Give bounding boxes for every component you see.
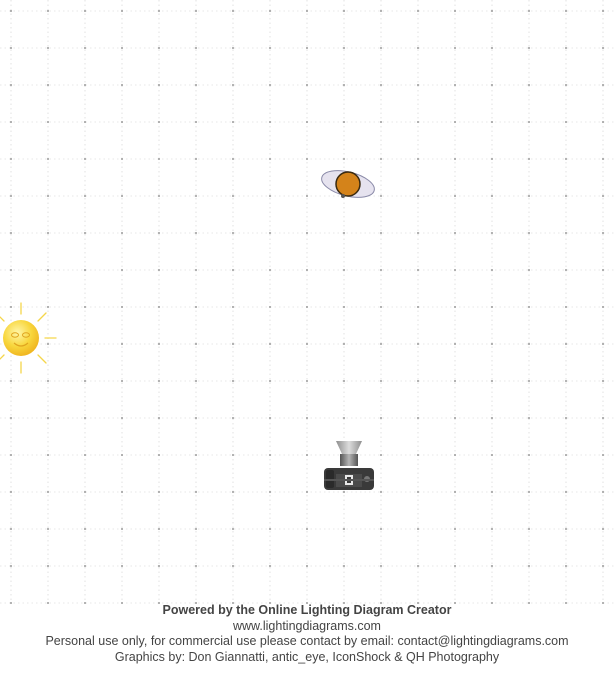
grid-dot — [454, 47, 456, 49]
grid-dot — [528, 565, 530, 567]
grid-dot — [528, 269, 530, 271]
grid-dot — [195, 232, 197, 234]
grid-dot — [232, 306, 234, 308]
grid-dot — [158, 417, 160, 419]
grid-dot — [454, 417, 456, 419]
grid-dot — [380, 306, 382, 308]
grid-dot — [158, 380, 160, 382]
grid-dot — [528, 121, 530, 123]
license-text: Personal use only, for commercial use please contact by email: contact@lightingdiagrams.com — [45, 634, 569, 648]
grid-dot — [158, 306, 160, 308]
grid-dot — [380, 195, 382, 197]
grid-dot — [417, 528, 419, 530]
grid-dot — [380, 565, 382, 567]
grid-dot — [10, 565, 12, 567]
grid-dot — [491, 306, 493, 308]
grid-dot — [565, 121, 567, 123]
grid-dot — [417, 232, 419, 234]
grid-dot — [491, 491, 493, 493]
grid-dot — [121, 158, 123, 160]
grid-dot — [195, 269, 197, 271]
grid-dot — [491, 565, 493, 567]
grid-dot — [380, 84, 382, 86]
grid-dot — [565, 528, 567, 530]
grid-dot — [269, 121, 271, 123]
grid-dot — [47, 454, 49, 456]
grid-dot — [528, 380, 530, 382]
grid-dot — [269, 84, 271, 86]
grid-dot — [565, 417, 567, 419]
grid-dot — [10, 306, 12, 308]
grid-dot — [343, 47, 345, 49]
powered-by-text: Powered by the Online Lighting Diagram Creator — [162, 603, 452, 617]
grid-dot — [343, 84, 345, 86]
grid-dot — [84, 306, 86, 308]
grid-dot — [84, 491, 86, 493]
grid-dot — [565, 10, 567, 12]
grid-dot — [84, 417, 86, 419]
grid-dot — [10, 528, 12, 530]
grid-dot — [454, 380, 456, 382]
grid-dot — [10, 158, 12, 160]
grid-dot — [269, 158, 271, 160]
grid-dot — [343, 417, 345, 419]
website-link[interactable]: www.lightingdiagrams.com — [233, 618, 381, 633]
grid-dot — [47, 306, 49, 308]
grid-dot — [158, 565, 160, 567]
grid-dot — [232, 269, 234, 271]
grid-dot — [565, 84, 567, 86]
grid-dot — [491, 528, 493, 530]
grid-dot — [602, 306, 604, 308]
grid-dot — [84, 158, 86, 160]
sun-icon[interactable] — [0, 303, 56, 373]
grid-dot — [528, 84, 530, 86]
grid-dot — [232, 47, 234, 49]
grid-dot — [10, 417, 12, 419]
grid-dot — [306, 343, 308, 345]
footer — [0, 603, 614, 665]
grid-dot — [491, 158, 493, 160]
grid-dot — [343, 565, 345, 567]
grid-dot — [565, 565, 567, 567]
grid-dot — [528, 232, 530, 234]
grid-dot — [269, 528, 271, 530]
grid-dot — [195, 10, 197, 12]
grid-dot — [343, 121, 345, 123]
grid-dot — [380, 491, 382, 493]
grid-dot — [158, 10, 160, 12]
grid-dot — [528, 306, 530, 308]
grid-dot — [232, 232, 234, 234]
grid-dot — [195, 380, 197, 382]
grid-dot — [47, 343, 49, 345]
grid-dot — [232, 121, 234, 123]
grid-dot — [417, 269, 419, 271]
grid-dot — [454, 158, 456, 160]
grid-dot — [343, 158, 345, 160]
grid-dot — [565, 343, 567, 345]
grid-dot — [47, 10, 49, 12]
grid-dot — [565, 454, 567, 456]
grid-dot — [158, 454, 160, 456]
grid-dot — [380, 528, 382, 530]
grid-dot — [232, 343, 234, 345]
grid-dot — [84, 380, 86, 382]
grid-dot — [343, 528, 345, 530]
grid-dot — [306, 10, 308, 12]
grid-dot — [602, 121, 604, 123]
grid-dot — [454, 491, 456, 493]
grid-dot — [121, 195, 123, 197]
grid-dot — [195, 47, 197, 49]
grid-dot — [417, 84, 419, 86]
grid-dot — [84, 10, 86, 12]
grid-dot — [454, 84, 456, 86]
grid-dot — [491, 232, 493, 234]
grid-dot — [84, 232, 86, 234]
grid-dot — [158, 195, 160, 197]
grid-dot — [195, 158, 197, 160]
grid-dot — [10, 195, 12, 197]
grid-dot — [195, 528, 197, 530]
grid-dot — [47, 565, 49, 567]
grid-dot — [269, 454, 271, 456]
grid-dot — [380, 232, 382, 234]
grid-dot — [565, 47, 567, 49]
grid-dot — [491, 121, 493, 123]
grid-dot — [121, 47, 123, 49]
grid-dot — [195, 454, 197, 456]
grid-dot — [602, 47, 604, 49]
grid-dot — [380, 343, 382, 345]
grid-dot — [232, 10, 234, 12]
grid-dot — [232, 491, 234, 493]
grid-dot — [602, 380, 604, 382]
grid-dot — [121, 10, 123, 12]
grid-dot — [306, 565, 308, 567]
grid-dot — [528, 454, 530, 456]
grid-dot — [47, 84, 49, 86]
grid-dot — [121, 454, 123, 456]
credits-text: Graphics by: Don Giannatti, antic_eye, IconShock & QH Photography — [114, 649, 500, 664]
grid-dot — [10, 10, 12, 12]
grid-dot — [47, 195, 49, 197]
grid-dot — [491, 84, 493, 86]
grid-dot — [306, 306, 308, 308]
grid-dot — [10, 232, 12, 234]
model-icon[interactable] — [319, 166, 377, 202]
grid-dot — [269, 343, 271, 345]
grid-dot — [306, 47, 308, 49]
grid-dot — [10, 491, 12, 493]
grid-dot — [602, 84, 604, 86]
grid-dot — [380, 269, 382, 271]
grid-dot — [380, 121, 382, 123]
grid-dot — [195, 84, 197, 86]
grid-dot — [380, 158, 382, 160]
grid-dot — [565, 269, 567, 271]
grid-dot — [602, 269, 604, 271]
grid-dot — [10, 454, 12, 456]
grid-dot — [306, 232, 308, 234]
grid-dot — [380, 47, 382, 49]
grid-dot — [195, 565, 197, 567]
grid-dot — [491, 269, 493, 271]
grid-dot — [565, 158, 567, 160]
grid-dot — [343, 10, 345, 12]
grid-dot — [121, 491, 123, 493]
grid-dot — [528, 491, 530, 493]
grid-dot — [491, 47, 493, 49]
grid-dot — [121, 380, 123, 382]
grid-dot — [454, 565, 456, 567]
grid-dot — [232, 380, 234, 382]
grid-dot — [454, 528, 456, 530]
grid-dot — [565, 195, 567, 197]
grid-dot — [602, 528, 604, 530]
camera-icon[interactable] — [324, 441, 374, 490]
grid-dot — [380, 10, 382, 12]
grid-dot — [269, 269, 271, 271]
grid-dot — [343, 343, 345, 345]
grid-dot — [417, 454, 419, 456]
grid-dot — [602, 158, 604, 160]
grid-dot — [602, 417, 604, 419]
grid-dot — [454, 454, 456, 456]
grid-dot — [232, 158, 234, 160]
grid-dot — [491, 454, 493, 456]
grid-dot — [158, 232, 160, 234]
grid-dot — [232, 195, 234, 197]
grid-dot — [269, 306, 271, 308]
grid-dot — [306, 158, 308, 160]
grid-dot — [269, 195, 271, 197]
grid-dot — [417, 306, 419, 308]
grid-dot — [158, 47, 160, 49]
grid-dot — [528, 417, 530, 419]
grid-dot — [602, 10, 604, 12]
grid-dot — [528, 158, 530, 160]
grid-dot — [602, 195, 604, 197]
grid-dot — [47, 47, 49, 49]
grid-dot — [528, 47, 530, 49]
grid-dot — [528, 528, 530, 530]
grid-dot — [84, 269, 86, 271]
grid-dot — [528, 343, 530, 345]
grid-dot — [121, 232, 123, 234]
grid-dot — [195, 121, 197, 123]
grid-dot — [47, 232, 49, 234]
grid-dot — [417, 343, 419, 345]
grid-dot — [380, 417, 382, 419]
grid-dot — [84, 84, 86, 86]
grid-dot — [47, 491, 49, 493]
grid-dot — [269, 491, 271, 493]
grid-dot — [454, 195, 456, 197]
grid-dot — [528, 195, 530, 197]
grid-dot — [232, 454, 234, 456]
grid-dot — [47, 269, 49, 271]
grid-dot — [121, 417, 123, 419]
grid-dot — [47, 380, 49, 382]
grid-dot — [417, 121, 419, 123]
grid-dot — [158, 158, 160, 160]
grid-dot — [195, 343, 197, 345]
grid-dot — [602, 343, 604, 345]
grid-dot — [269, 380, 271, 382]
grid-dot — [417, 491, 419, 493]
grid-dot — [306, 269, 308, 271]
grid-dot — [565, 232, 567, 234]
grid-dot — [84, 565, 86, 567]
grid-dot — [417, 565, 419, 567]
grid-dot — [158, 491, 160, 493]
grid-dot — [121, 343, 123, 345]
grid-dot — [306, 417, 308, 419]
grid-dot — [121, 121, 123, 123]
grid-dot — [343, 306, 345, 308]
grid-dot — [565, 306, 567, 308]
grid-dot — [380, 380, 382, 382]
grid-dot — [10, 269, 12, 271]
grid-dot — [417, 195, 419, 197]
grid-dot — [602, 232, 604, 234]
grid-dot — [491, 195, 493, 197]
grid-dot — [158, 269, 160, 271]
grid-dot — [269, 10, 271, 12]
grid-dot — [84, 121, 86, 123]
grid-dot — [454, 343, 456, 345]
grid-dot — [343, 232, 345, 234]
grid-dot — [10, 84, 12, 86]
grid-dot — [454, 232, 456, 234]
grid-dot — [121, 84, 123, 86]
grid-dot — [454, 269, 456, 271]
grid-dot — [343, 491, 345, 493]
grid-dot — [454, 10, 456, 12]
grid-dot — [158, 528, 160, 530]
grid-dot — [417, 47, 419, 49]
grid-dot — [491, 380, 493, 382]
grid-dot — [565, 380, 567, 382]
grid-dot — [417, 417, 419, 419]
grid-dot — [491, 417, 493, 419]
grid-dot — [158, 84, 160, 86]
grid-dot — [10, 380, 12, 382]
grid-dot — [306, 491, 308, 493]
grid-dot — [269, 232, 271, 234]
grid-dot — [380, 454, 382, 456]
grid-dot — [84, 528, 86, 530]
grid-dot — [306, 84, 308, 86]
grid-dot — [121, 528, 123, 530]
grid-dot — [306, 528, 308, 530]
grid-dot — [602, 565, 604, 567]
grid-dot — [232, 84, 234, 86]
grid-dot — [121, 269, 123, 271]
grid-dot — [84, 454, 86, 456]
grid-dot — [269, 417, 271, 419]
grid-dot — [10, 121, 12, 123]
grid-dot — [47, 121, 49, 123]
grid-dot — [454, 121, 456, 123]
grid-dot — [454, 306, 456, 308]
grid-dot — [343, 380, 345, 382]
grid-dot — [121, 565, 123, 567]
grid-dot — [10, 47, 12, 49]
grid-dot — [565, 491, 567, 493]
grid-dot — [232, 417, 234, 419]
grid-dot — [602, 454, 604, 456]
grid-dot — [47, 528, 49, 530]
grid-dot — [121, 306, 123, 308]
grid-dot — [195, 417, 197, 419]
grid-dot — [417, 380, 419, 382]
grid-dot — [232, 528, 234, 530]
grid-dot — [417, 10, 419, 12]
grid-dot — [491, 343, 493, 345]
grid-dot — [84, 343, 86, 345]
grid-dot — [84, 47, 86, 49]
grid-dot — [528, 10, 530, 12]
grid-dot — [47, 158, 49, 160]
grid-dot — [158, 343, 160, 345]
grid-dot — [47, 417, 49, 419]
grid-dot — [306, 454, 308, 456]
grid-dot — [232, 565, 234, 567]
grid-dot — [195, 306, 197, 308]
grid-dot — [602, 491, 604, 493]
grid-dot — [417, 158, 419, 160]
grid-dot — [269, 565, 271, 567]
grid-dot — [306, 195, 308, 197]
grid-dot — [158, 121, 160, 123]
grid-dot — [195, 491, 197, 493]
grid-dot — [491, 10, 493, 12]
grid-dot — [84, 195, 86, 197]
grid-dot — [343, 269, 345, 271]
grid-dot — [306, 121, 308, 123]
grid-dot — [269, 47, 271, 49]
grid-dot — [306, 380, 308, 382]
grid-dot — [195, 195, 197, 197]
